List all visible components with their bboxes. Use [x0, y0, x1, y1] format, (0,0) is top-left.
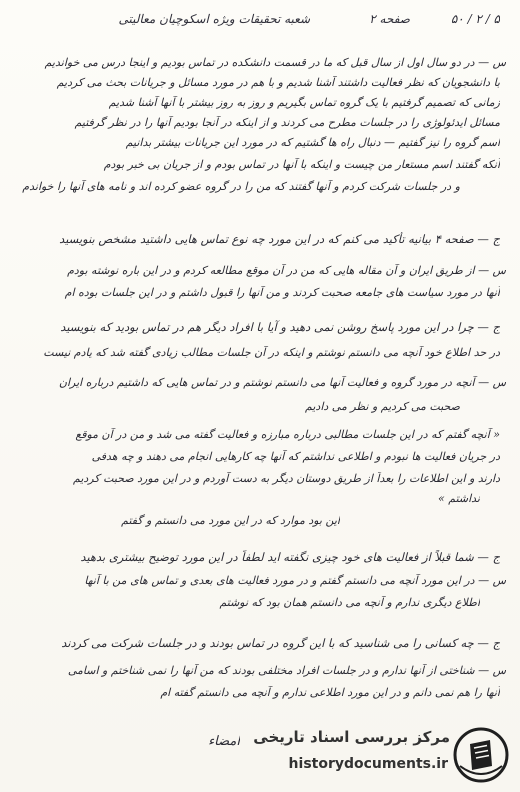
text-line: صحبت می کردیم و نظر می دادیم — [305, 400, 460, 413]
header-date: ۵ / ۲ / ۵۰ — [450, 12, 500, 26]
archive-document-logo-icon — [452, 726, 510, 784]
text-line: آنها در مورد سیاست های جامعه صحبت کردند و من آنها را قبول داشتم و در این جلسات بوده ام — [64, 286, 500, 299]
text-line: س — در این مورد آنچه می دانستم گفتم و در مورد فعالیت های بعدی و تماس های من با آنها — [84, 574, 506, 587]
text-line: « آنچه گفتم که در این جلسات مطالبی درباره مبارزه و فعالیت گفته می شد و من در آن موقع — [75, 428, 500, 441]
text-line: نداشتم » — [438, 492, 480, 505]
text-line: س — از طریق ایران و آن مقاله هایی که من در آن موقع مطالعه کردم و در این باره نوشته بودم — [67, 264, 506, 277]
question-line: ج — چه کسانی را می شناسید که با این گروه در تماس بودند و در جلسات شرکت می کردند — [61, 636, 500, 650]
text-line: با دانشجویان که نظر فعالیت داشتند آشنا شدیم و با هم در مورد مسائل و جریانات بحث می کردیم — [56, 76, 500, 89]
text-line: این بود موارد که در این مورد می دانستم و گفتم — [121, 514, 340, 527]
text-line: اطلاع دیگری ندارم و آنچه می دانستم همان بود که نوشتم — [219, 596, 480, 609]
text-line: مسائل ایدئولوژی را در جلسات مطرح می کردند و از اینکه در آنجا بودیم آنها را در نظر گرفتیم — [74, 116, 500, 129]
question-line: ج — شما قبلاً از فعالیت های خود چیزی نگفته اید لطفاً در این مورد توضیح بیشتری بدهید — [80, 550, 500, 564]
signature: امضاء — [208, 734, 240, 749]
header-page-label: صفحه ۲ — [369, 12, 410, 26]
text-line: س — در دو سال اول از سال قبل که ما در قسمت دانشکده در تماس بودیم و اینجا درس می خواندیم — [44, 56, 506, 69]
text-line: آنکه گفتند اسم مستعار من چیست و اینکه با آنها در تماس بودم و از جریان بی خبر بودم — [103, 158, 500, 171]
text-line: در حد اطلاع خود آنچه می دانستم نوشتم و اینکه در آن جلسات مطالب زیادی گفته شد که یادم نیست — [43, 346, 500, 359]
text-line: آنها را هم نمی دانم و در این مورد اطلاعی ندارم و آنچه می دانستم گفته ام — [160, 686, 500, 699]
text-line: در جریان فعالیت ها نبودم و اطلاعی نداشتم که آنها چه کارهایی انجام می دهند و چه هدفی — [91, 450, 500, 463]
archive-watermark — [248, 722, 510, 786]
text-line: زمانی که تصمیم گرفتیم با یک گروه تماس بگیریم و روز به روز بیشتر با آنها آشنا شدیم — [108, 96, 500, 109]
text-line: اسم گروه را نیز گفتیم — دنبال راه ها گشتیم که در مورد این جریانات بیشتر بدانیم — [125, 136, 500, 149]
text-line: و در جلسات شرکت کردم و آنها گفتند که من را در گروه عضو کرده اند و نامه های آنها را خواندم — [22, 180, 460, 193]
watermark-url: historydocuments.ir — [288, 756, 448, 772]
text-line: س — شناختی از آنها ندارم و در جلسات افراد مختلفی بودند که من آنها را نمی شناختم و اسامی — [67, 664, 506, 677]
header-title: شعبه تحقیقات ویژه اسکوچیان معالیتی — [118, 12, 310, 26]
question-line: ج — چرا در این مورد پاسخ روشن نمی دهید و آیا با افراد دیگر هم در تماس بودید که بنویسید — [60, 320, 500, 334]
watermark-title: مرکز بررسی اسناد تاریخی — [253, 728, 450, 746]
text-line: دارند و این اطلاعات را بعداً از طریق دوستان دیگر به دست آوردم و در این مورد صحبت کردیم — [73, 472, 500, 485]
question-line: ج — صفحه ۴ بیانیه تأکید می کنم که در این مورد چه نوع تماس هایی داشتید مشخص بنویسید — [59, 232, 500, 246]
text-line: س — آنچه در مورد گروه و فعالیت آنها می دانستم نوشتم و در تماس هایی که داشتیم درباره ایران — [58, 376, 506, 389]
